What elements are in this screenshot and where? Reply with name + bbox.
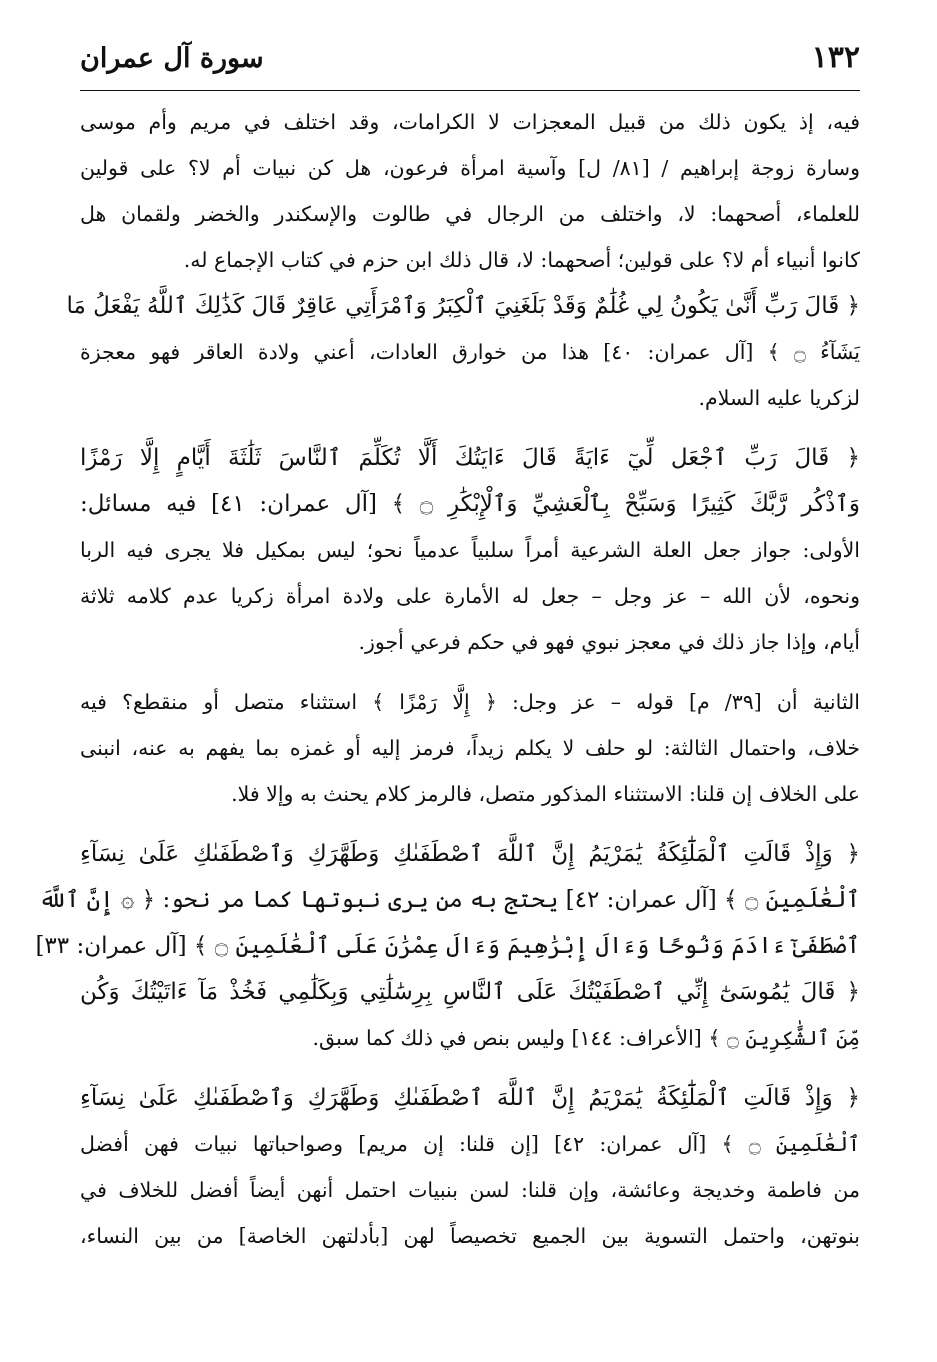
paragraph [35, 831, 860, 1061]
quran-verse-line: ﴿ قَالَ رَبِّ أَنَّىٰ يَكُونُ لِي غُلَٰمٌ وَقَدْ بَلَغَنِيَ ٱلْكِبَرُ وَٱمْرَأَتِي عَاقِرٌ قَالَ كَذَٰلِكَ ٱللَّهُ يَفْعَلُ مَا [66, 293, 860, 319]
paragraph [80, 679, 860, 817]
text-line: خلاف، واحتمال الثالثة: لو حلف لا يكلم زيداً، فرمز إليه أو غمزه بما يفهم به عنه، انبنى [80, 736, 860, 760]
text-line: مِّنَ ٱلشَّٰكِرِينَ ۝ ﴾ [الأعراف: ١٤٤] وليس بنص في ذلك كما سبق. [312, 1026, 860, 1050]
document-page [35, 40, 860, 1259]
quran-verse-line: وَٱذْكُر رَّبَّكَ كَثِيرًا وَسَبِّحْ بِٱلْعَشِيِّ وَٱلْإِبْكَٰرِ ۝ ﴾ [آل عمران: ٤١] فيه مسائل: [80, 491, 860, 517]
text-line: من فاطمة وخديجة وعائشة، وإن قلنا: لسن بنبيات احتمل أنهن أيضاً أفضل للخلاف في [80, 1178, 860, 1202]
text-line: الأولى: جواز جعل العلة الشرعية أمراً سلبياً عدمياً نحو؛ ليس بمكيل فلا يجرى فيه الربا [80, 538, 860, 562]
paragraph [80, 435, 860, 665]
quran-verse-line: ﴿ وَإِذْ قَالَتِ ٱلْمَلَٰٓئِكَةُ يَٰمَرْيَمُ إِنَّ ٱللَّهَ ٱصْطَفَىٰكِ وَطَهَّرَكِ وَٱصْطَفَىٰكِ عَلَىٰ نِسَآءِ [80, 841, 860, 867]
paragraph [66, 283, 860, 421]
text-line: الثانية أن [٣٩/ م] قوله – عز وجل: ﴿ إِلَّا رَمْزًا ﴾ استثناء متصل أو منقطع؟ فيه [80, 690, 860, 714]
paragraph [80, 99, 860, 283]
quran-verse-line: ٱصْطَفَىٰٓ ءَادَمَ وَنُوحًا وَءَالَ إِبْرَٰهِيمَ وَءَالَ عِمْرَٰنَ عَلَى ٱلْعَٰلَمِينَ ۝ ﴾ [آل عمران: ٣٣] [35, 933, 860, 959]
quran-verse-line: ﴿ وَإِذْ قَالَتِ ٱلْمَلَٰٓئِكَةُ يَٰمَرْيَمُ إِنَّ ٱللَّهَ ٱصْطَفَىٰكِ وَطَهَّرَكِ وَٱصْطَفَىٰكِ عَلَىٰ نِسَآءِ [80, 1085, 860, 1111]
text-line: ونحوه، لأن الله – عز وجل – جعل له الأمارة على ولادة امرأة زكريا عدم كلامه ثلاثة [80, 584, 860, 608]
page-number: ١٣٢ [811, 40, 860, 75]
quran-verse-line: ﴿ قَالَ رَبِّ ٱجْعَل لِّيٓ ءَايَةً قَالَ ءَايَتُكَ أَلَّا تُكَلِّمَ ٱلنَّاسَ ثَلَٰثَةَ أَيَّامٍ إِلَّا رَمْزًا [80, 445, 860, 471]
text-line: للعلماء، أصحهما: لا، واختلف من الرجال في طالوت والإسكندر والخضر ولقمان هل [80, 202, 860, 226]
text-line: أيام، وإذا جاز ذلك في معجز نبوي فهو في حكم فرعي أجوز. [358, 630, 860, 654]
text-line: على الخلاف إن قلنا: الاستثناء المذكور متصل، فالرمز كلام يحنث به وإلا فلا. [231, 782, 860, 806]
text-line: بنوتهن، واحتمل التسوية بين الجميع تخصيصاً لهن [بأدلتهن الخاصة] من بين النساء، [80, 1224, 860, 1248]
text-line: كانوا أنبياء أم لا؟ على قولين؛ أصحهما: لا، قال ذلك ابن حزم في كتاب الإجماع له. [183, 248, 860, 272]
quran-verse-line: ﴿ قَالَ يَٰمُوسَىٰٓ إِنِّي ٱصْطَفَيْتُكَ عَلَى ٱلنَّاسِ بِرِسَٰلَٰتِي وَبِكَلَٰمِي فَخُذْ مَآ ءَاتَيْتُكَ وَكُن [80, 979, 860, 1005]
text-line: وسارة زوجة إبراهيم / [٨١/ ل] وآسية امرأة فرعون، هل كن نبيات أم لا؟ على قولين [80, 156, 860, 180]
text-line: لزكريا عليه السلام. [698, 386, 860, 410]
surah-title: سورة آل عمران [80, 43, 264, 74]
paragraph [80, 1075, 860, 1259]
quran-verse-line: ٱلْعَٰلَمِينَ ۝ ﴾ [آل عمران: ٤٢] يحتج به من يرى نبوتها كما مر نحو: ﴿ ۞ إِنَّ ٱللَّهَ [38, 887, 860, 913]
text-line: فيه، إذ يكون ذلك من قبيل المعجزات لا الكرامات، وقد اختلف في مريم وأم موسى [80, 110, 860, 134]
text-line: ٱلْعَٰلَمِينَ ۝ ﴾ [آل عمران: ٤٢] [إن قلنا: إن مريم] وصواحباتها نبيات فهن أفضل [80, 1132, 860, 1156]
text-line: يَشَآءُ ۝ ﴾ [آل عمران: ٤٠] هذا من خوارق العادات، أعني ولادة العاقر فهو معجزة [80, 340, 860, 364]
page-header [80, 40, 860, 91]
